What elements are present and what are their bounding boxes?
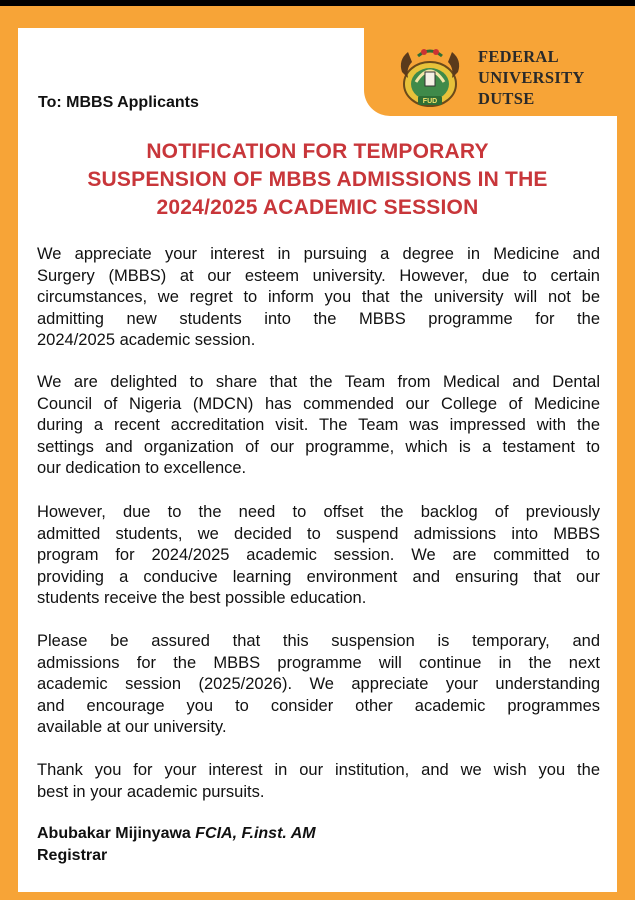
text-line: circumstances, we regret to inform you that the university will not be — [37, 288, 600, 306]
text-line: students receive the best possible education. — [37, 589, 367, 607]
seal-text: FUD — [422, 98, 438, 105]
notice-title — [24, 138, 611, 222]
signatory-credentials: FCIA, F.inst. AM — [195, 825, 316, 842]
institution-line: FEDERAL — [478, 47, 559, 66]
text-line: academic session (2025/2026). We appreciate your understanding — [37, 675, 600, 693]
paragraph-3 — [37, 502, 600, 610]
text-line: our dedication to excellence. — [37, 459, 247, 477]
text-line: We appreciate your interest in pursuing a degree in Medicine and — [37, 245, 600, 263]
institution-line: UNIVERSITY — [478, 68, 585, 87]
text-line: admitted students, we decided to suspend admissions into MBBS — [37, 524, 600, 543]
text-line: best in your academic pursuits. — [37, 782, 265, 801]
text-line: program for 2024/2025 academic session. We are committed to — [37, 546, 600, 564]
paragraph-1 — [37, 244, 600, 352]
text-line: settings and organization of our programme, which is a testament to — [37, 437, 600, 456]
recipient-line: To: MBBS Applicants — [38, 94, 199, 111]
signature-block — [37, 823, 316, 867]
institution-name — [478, 46, 585, 109]
text-line: available at our university. — [37, 718, 227, 736]
title-line: SUSPENSION OF MBBS ADMISSIONS IN THE — [87, 168, 548, 191]
paragraph-5 — [37, 760, 600, 803]
text-line: providing a conducive learning environment and ensuring that our — [37, 567, 600, 586]
title-line: 2024/2025 ACADEMIC SESSION — [156, 196, 479, 219]
text-line: Thank you for your interest in our institution, and we wish you the — [37, 761, 600, 779]
signatory-position: Registrar — [37, 847, 108, 864]
text-line: Council of Nigeria (MDCN) has commended our College of Medicine — [37, 394, 600, 413]
university-seal-icon — [394, 42, 466, 110]
text-line: during a recent accreditation visit. The Team was impressed with the — [37, 416, 600, 434]
text-line: Please be assured that this suspension is temporary, and — [37, 632, 600, 650]
text-line: and encourage you to consider other academic programmes — [37, 696, 600, 715]
institution-line: DUTSE — [478, 89, 535, 108]
paragraph-2 — [37, 372, 600, 480]
text-line: However, due to the need to offset the backlog of previously — [37, 503, 600, 521]
text-line: 2024/2025 academic session. — [37, 331, 256, 349]
signatory-line — [37, 823, 316, 845]
text-line: We are delighted to share that the Team from Medical and Dental — [37, 373, 600, 391]
signatory-name: Abubakar Mijinyawa — [37, 825, 191, 842]
text-line: admissions for the MBBS programme will continue in the next — [37, 653, 600, 672]
text-line: Surgery (MBBS) at our esteem university. However, due to certain — [37, 266, 600, 285]
paragraph-4 — [37, 631, 600, 739]
text-line: admitting new students into the MBBS programme for the — [37, 309, 600, 328]
title-line: NOTIFICATION FOR TEMPORARY — [146, 140, 489, 163]
